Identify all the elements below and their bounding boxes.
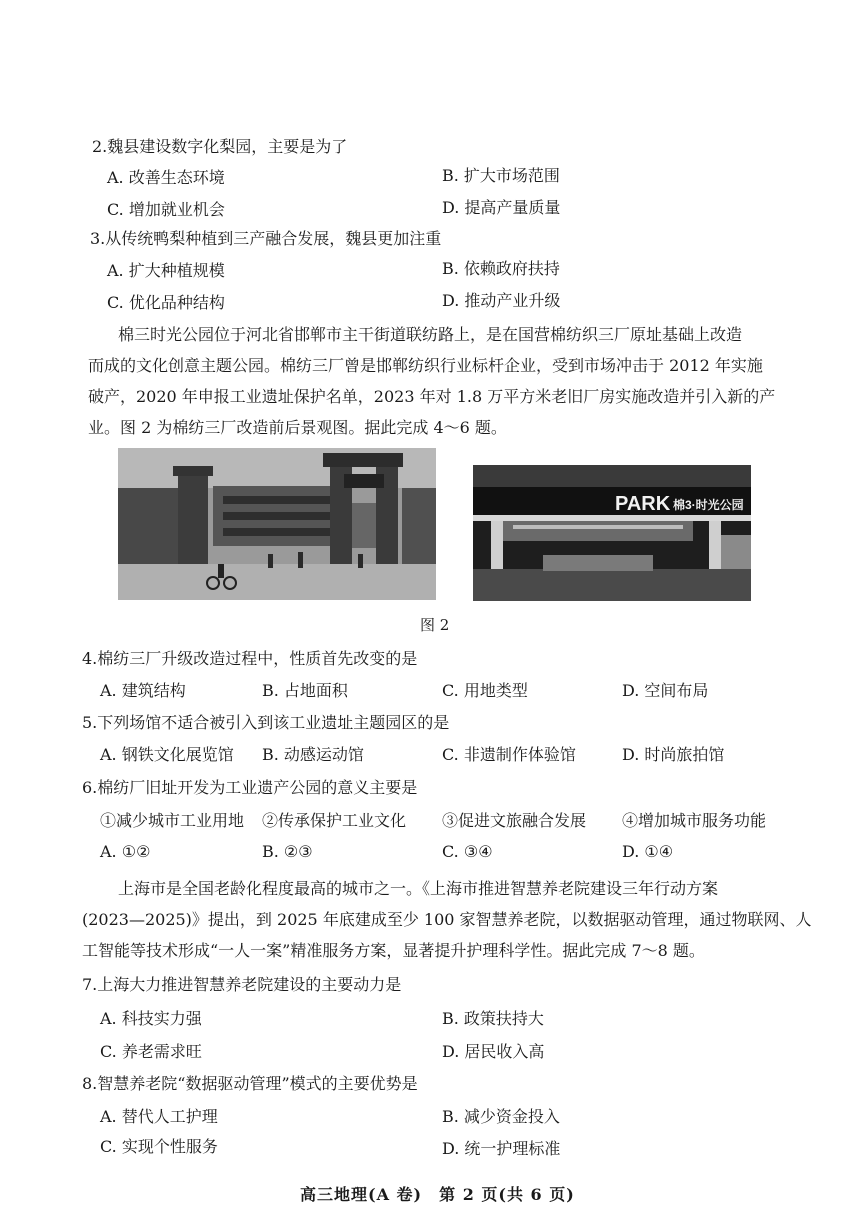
q6-statement-4: ④增加城市服务功能 — [622, 811, 767, 830]
q4-option-c: C. 用地类型 — [442, 681, 528, 700]
q2-option-c: C. 增加就业机会 — [107, 200, 225, 219]
q6-option-c: C. ③④ — [442, 842, 493, 861]
question-2-stem: 2.魏县建设数字化梨园，主要是为了 — [92, 137, 348, 156]
question-7-stem: 7.上海大力推进智慧养老院建设的主要动力是 — [82, 975, 402, 994]
figure-2-caption: 图 2 — [420, 616, 450, 634]
question-5-stem: 5.下列场馆不适合被引入到该工业遗址主题园区的是 — [82, 713, 450, 732]
q8-option-a: A. 替代人工护理 — [100, 1107, 218, 1126]
q4-option-b: B. 占地面积 — [262, 681, 348, 700]
passage-1-line-4: 业。图 2 为棉纺三厂改造前后景观图。据此完成 4～6 题。 — [88, 418, 507, 437]
q3-option-b: B. 依赖政府扶持 — [442, 259, 560, 278]
figure-2-after-photo — [473, 465, 751, 601]
question-8-stem: 8.智慧养老院“数据驱动管理”模式的主要优势是 — [82, 1074, 418, 1093]
park-sign-chinese: 棉3·时光公园 — [673, 498, 744, 512]
q5-option-b: B. 动感运动馆 — [262, 745, 364, 764]
q4-option-a: A. 建筑结构 — [100, 681, 186, 700]
q6-option-a: A. ①② — [100, 842, 151, 861]
q6-statement-3: ③促进文旅融合发展 — [442, 811, 587, 830]
q6-option-b: B. ②③ — [262, 842, 313, 861]
q7-option-b: B. 政策扶持大 — [442, 1009, 544, 1028]
passage-2-line-2: (2023—2025)》提出，到 2025 年底建成至少 100 家智慧养老院，以数据驱动管理，通过物联网、人 — [82, 910, 812, 929]
q8-option-c: C. 实现个性服务 — [100, 1137, 218, 1156]
question-6-stem: 6.棉纺厂旧址开发为工业遗产公园的意义主要是 — [82, 778, 418, 797]
passage-1-line-2: 而成的文化创意主题公园。棉纺三厂曾是邯郸纺织行业标杆企业，受到市场冲击于 2012 年实施 — [88, 356, 763, 375]
q3-option-c: C. 优化品种结构 — [107, 293, 225, 312]
q7-option-d: D. 居民收入高 — [442, 1042, 545, 1061]
q6-statement-1: ①减少城市工业用地 — [100, 811, 245, 830]
q7-option-c: C. 养老需求旺 — [100, 1042, 202, 1061]
q5-option-a: A. 钢铁文化展览馆 — [100, 745, 234, 764]
question-4-stem: 4.棉纺三厂升级改造过程中，性质首先改变的是 — [82, 649, 418, 668]
page-footer: 高三地理(A 卷) 第 2 页(共 6 页) — [300, 1185, 575, 1204]
q6-option-d: D. ①④ — [622, 842, 674, 861]
park-sign-text: PARK — [615, 493, 671, 515]
q5-option-c: C. 非遗制作体验馆 — [442, 745, 576, 764]
figure-2-before-photo — [118, 448, 436, 600]
q2-option-a: A. 改善生态环境 — [107, 168, 225, 187]
q7-option-a: A. 科技实力强 — [100, 1009, 202, 1028]
q8-option-b: B. 减少资金投入 — [442, 1107, 560, 1126]
q3-option-a: A. 扩大种植规模 — [107, 261, 225, 280]
q3-option-d: D. 推动产业升级 — [442, 291, 561, 310]
passage-2-line-1: 上海市是全国老龄化程度最高的城市之一。《上海市推进智慧养老院建设三年行动方案 — [118, 879, 719, 898]
q8-option-d: D. 统一护理标准 — [442, 1139, 561, 1158]
question-3-stem: 3.从传统鸭梨种植到三产融合发展，魏县更加注重 — [90, 229, 442, 248]
q5-option-d: D. 时尚旅拍馆 — [622, 745, 725, 764]
q2-option-d: D. 提高产量质量 — [442, 198, 561, 217]
q4-option-d: D. 空间布局 — [622, 681, 709, 700]
q2-option-b: B. 扩大市场范围 — [442, 166, 560, 185]
passage-1-line-3: 破产，2020 年申报工业遗址保护名单，2023 年对 1.8 万平方米老旧厂房实施改造并引入新的产 — [88, 387, 776, 406]
passage-2-line-3: 工智能等技术形成“一人一案”精准服务方案，显著提升护理科学性。据此完成 7～8 题。 — [82, 941, 705, 960]
passage-1-line-1: 棉三时光公园位于河北省邯郸市主干街道联纺路上，是在国营棉纺织三厂原址基础上改造 — [118, 325, 743, 344]
q6-statement-2: ②传承保护工业文化 — [262, 811, 407, 830]
